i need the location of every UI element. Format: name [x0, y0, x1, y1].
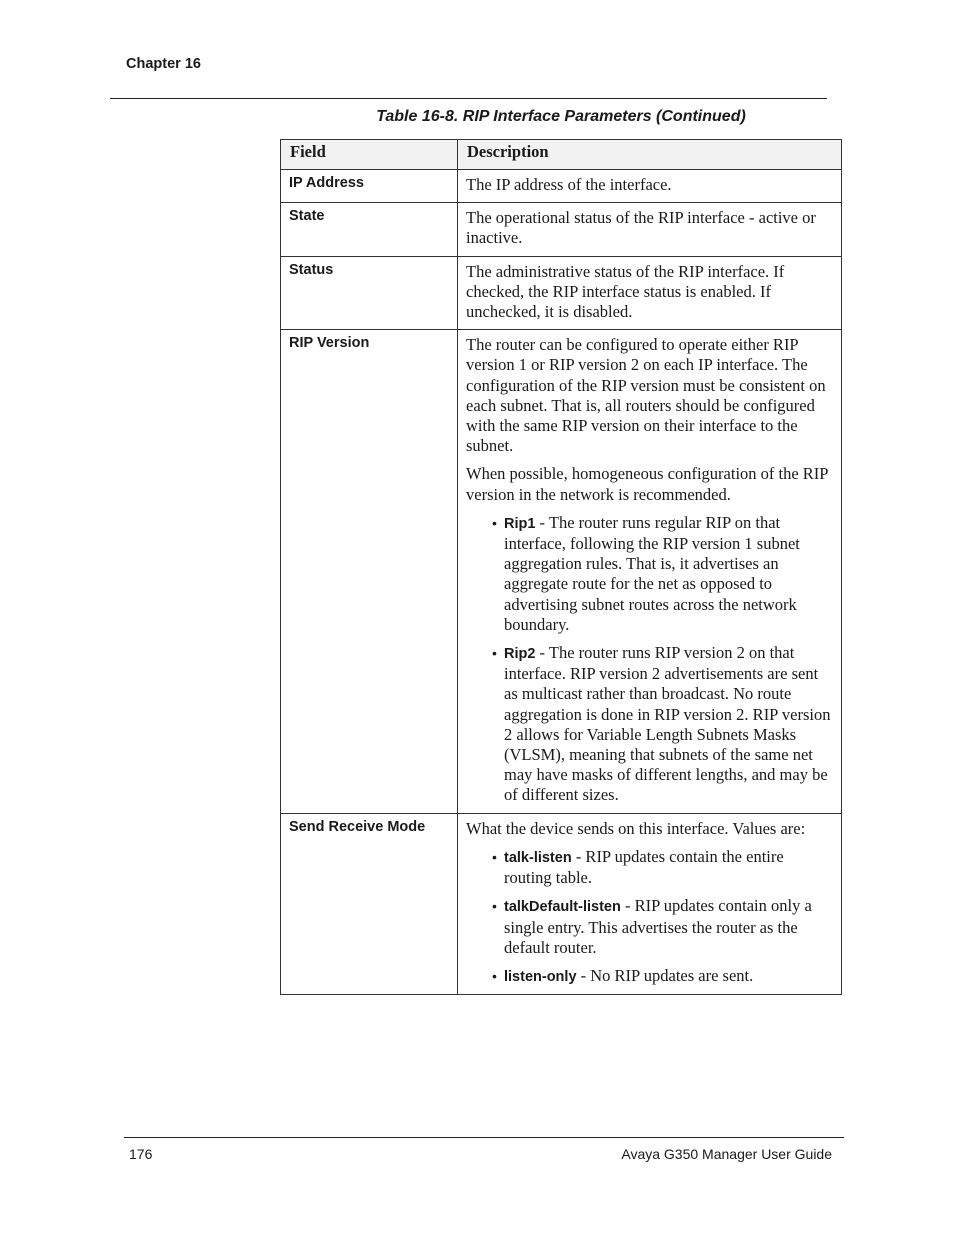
table-row [281, 203, 842, 256]
description-cell [458, 330, 842, 813]
bullet-item [504, 643, 833, 806]
table-row [281, 813, 842, 994]
header-divider [110, 98, 827, 99]
description-cell [458, 170, 842, 203]
bullet-term: listen-only [504, 968, 577, 985]
bullet-term: Rip2 [504, 646, 536, 663]
bullet-item [504, 896, 833, 958]
description-paragraph: When possible, homogeneous configuration of the RIP version in the network is recommended. [466, 464, 828, 504]
field-name-cell: State [281, 203, 458, 256]
column-header-field: Field [281, 140, 458, 170]
bullet-text: - The router runs regular RIP on that interface, following the RIP version 1 subnet aggregation rules. That is, it advertises an aggregate route for the net as opposed to advertising subnet routes across the network boundary. [504, 512, 800, 634]
description-cell [458, 813, 842, 994]
bullet-text: - The router runs RIP version 2 on that interface. RIP version 2 advertisements are sent as multicast rather than broadcast. No route aggregation is done in RIP version 2. RIP version 2 allows for Variable Length Subnets Masks (VLSM), meaning that subnets of the same net may have masks of different lengths, and may be of different sizes. [504, 643, 831, 805]
field-name-cell: Status [281, 256, 458, 330]
bullet-term: Rip1 [504, 515, 536, 532]
table-header-row [281, 140, 842, 170]
description-paragraph: The router can be configured to operate either RIP version 1 or RIP version 2 on each IP interface. The configuration of the RIP version must be consistent on each subnet. That is, all routers should be configured with the same RIP version on their interface to the subnet. [466, 335, 826, 456]
field-name-cell: RIP Version [281, 330, 458, 813]
bullet-text: - RIP updates contain the entire routing table. [504, 846, 784, 888]
bullet-text: - No RIP updates are sent. [576, 965, 754, 985]
description-cell [458, 256, 842, 330]
field-name-cell: Send Receive Mode [281, 813, 458, 994]
description-paragraph: The operational status of the RIP interface - active or inactive. [466, 208, 816, 248]
description-cell [458, 203, 842, 256]
table-caption: Table 16-8. RIP Interface Parameters (Continued) [376, 108, 746, 125]
description-bullet-list [466, 513, 833, 806]
bullet-term: talk-listen [504, 849, 572, 866]
description-bullet-list [466, 847, 833, 987]
guide-title: Avaya G350 Manager User Guide [621, 1146, 832, 1162]
bullet-term: talkDefault-listen [504, 899, 621, 916]
table-row [281, 256, 842, 330]
page-number: 176 [129, 1146, 153, 1162]
footer-divider [124, 1137, 844, 1138]
table-row [281, 170, 842, 203]
chapter-heading: Chapter 16 [126, 56, 201, 72]
bullet-text: - RIP updates contain only a single entry. This advertises the router as the default router. [504, 896, 812, 957]
rip-interface-parameters-table [280, 139, 842, 995]
description-paragraph: The administrative status of the RIP interface. If checked, the RIP interface status is enabled. If unchecked, it is disabled. [466, 261, 785, 322]
table-body [281, 170, 842, 995]
description-paragraph: What the device sends on this interface. Values are: [466, 818, 806, 838]
column-header-description: Description [458, 140, 842, 170]
table-row [281, 330, 842, 813]
bullet-item [504, 513, 833, 635]
description-paragraph: The IP address of the interface. [466, 175, 672, 194]
bullet-item [504, 847, 833, 888]
bullet-item [504, 966, 833, 987]
field-name-cell: IP Address [281, 170, 458, 203]
